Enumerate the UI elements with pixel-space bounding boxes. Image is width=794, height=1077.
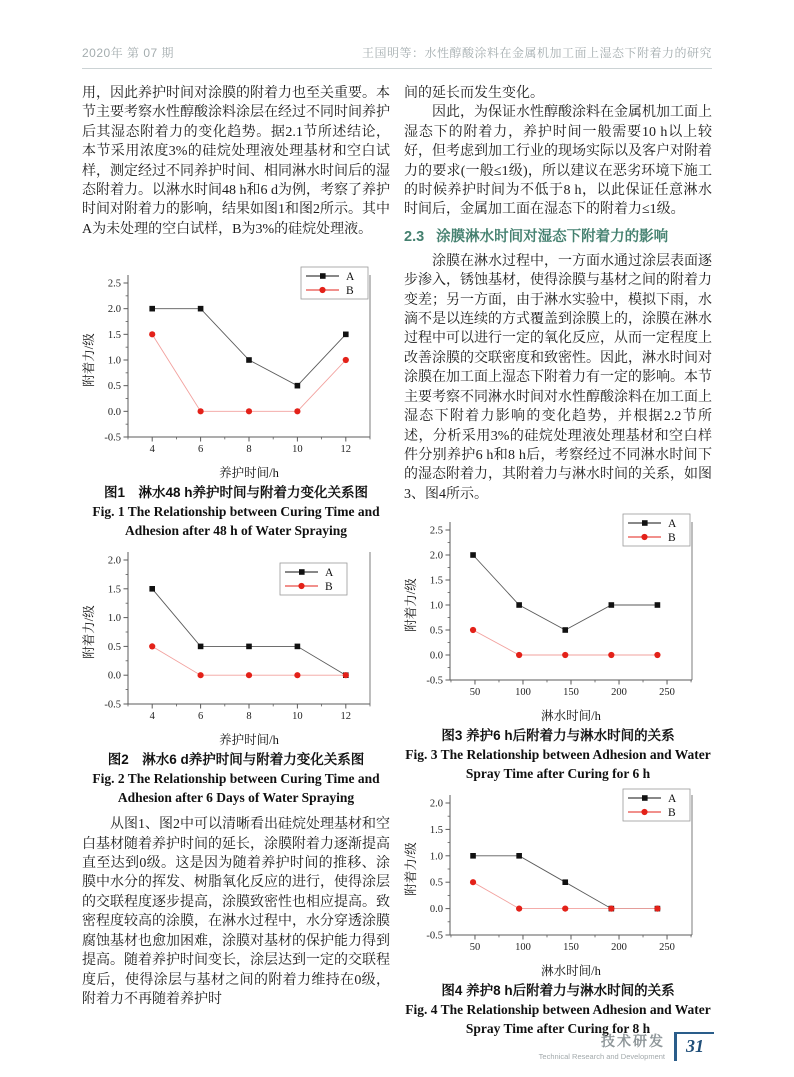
- svg-text:12: 12: [340, 711, 352, 723]
- header-issue: 2020年 第 07 期: [82, 46, 175, 60]
- svg-text:1.0: 1.0: [107, 355, 121, 367]
- svg-text:1.0: 1.0: [429, 851, 443, 863]
- svg-text:0.0: 0.0: [429, 904, 443, 916]
- figure1-caption-en-line1: Fig. 1 The Relationship between Curing Time and: [92, 504, 380, 520]
- svg-text:8: 8: [246, 711, 252, 723]
- svg-text:2.5: 2.5: [429, 525, 443, 537]
- svg-text:A: A: [668, 793, 677, 806]
- svg-text:0.5: 0.5: [429, 625, 443, 637]
- figure3-caption-zh: 图3 养护6 h后附着力与淋水时间的关系: [441, 728, 675, 744]
- svg-text:附着力/级: 附着力/级: [82, 333, 96, 387]
- right-column: [404, 84, 712, 1038]
- figure4-caption-en-line1: Fig. 4 The Relationship between Adhesion and Water: [405, 1002, 711, 1018]
- figure2-caption-zh: 图2 淋水6 d养护时间与附着力变化关系图: [107, 752, 365, 768]
- svg-text:12: 12: [340, 444, 352, 456]
- svg-text:0.0: 0.0: [107, 407, 121, 419]
- svg-text:淋水时间/h: 淋水时间/h: [541, 709, 601, 724]
- figure-4: [404, 787, 712, 1038]
- svg-text:2.0: 2.0: [429, 550, 443, 562]
- svg-text:200: 200: [611, 687, 627, 699]
- svg-text:1.5: 1.5: [429, 575, 443, 587]
- svg-text:1.0: 1.0: [107, 613, 121, 625]
- footer-section-en: Technical Research and Development: [538, 1052, 665, 1061]
- svg-text:150: 150: [563, 942, 579, 954]
- svg-text:2.0: 2.0: [107, 304, 121, 316]
- svg-text:1.5: 1.5: [429, 825, 443, 837]
- svg-text:1.5: 1.5: [107, 330, 121, 342]
- svg-text:4: 4: [149, 711, 155, 723]
- svg-text:6: 6: [197, 444, 204, 456]
- figure3-caption-en-line2: Spray Time after Curing for 6 h: [465, 765, 651, 781]
- svg-text:150: 150: [563, 687, 579, 699]
- svg-text:2.0: 2.0: [107, 555, 121, 567]
- footer-section-zh: 技术研发: [601, 1033, 665, 1049]
- svg-text:-0.5: -0.5: [426, 675, 443, 687]
- figure3-caption-en-line1: Fig. 3 The Relationship between Adhesion and Water: [405, 747, 711, 763]
- svg-text:6: 6: [197, 711, 204, 723]
- two-column-body: [82, 84, 712, 1038]
- svg-text:0.5: 0.5: [107, 381, 121, 393]
- svg-text:淋水时间/h: 淋水时间/h: [541, 964, 601, 979]
- svg-text:50: 50: [469, 942, 481, 954]
- svg-text:10: 10: [292, 711, 303, 723]
- svg-text:100: 100: [515, 942, 531, 954]
- right-paragraph-2: 因此，为保证水性醇酸涂料在金属机加工面上湿态下的附着力，养护时间一般需要10 h以上较好，但考虑到加工行业的现场实际以及客户对附着力的要求(一般≤1级)，所以建议在恶劣环境下施工的时候养护时间为不低于8 h，以此保证任意淋水时间后，金属加工面在湿态下的附着力≤1级。: [404, 105, 712, 218]
- svg-text:养护时间/h: 养护时间/h: [219, 466, 279, 481]
- svg-text:0.0: 0.0: [107, 670, 121, 682]
- svg-text:0.5: 0.5: [107, 642, 121, 654]
- svg-text:0.0: 0.0: [429, 650, 443, 662]
- figure1-caption-zh: 图1 淋水48 h养护时间与附着力变化关系图: [103, 485, 369, 501]
- svg-text:100: 100: [515, 687, 531, 699]
- svg-text:-0.5: -0.5: [104, 699, 121, 711]
- figure-2: [82, 546, 390, 807]
- right-paragraph-3: 涂膜在淋水过程中，一方面水通过涂层表面逐步渗入，锈蚀基材，使得涂膜与基材之间的附着力变差；另一方面，由于淋水实验中，模拟下雨，水滴不是以连续的方式覆盖到涂膜上的，涂膜在淋水过程中可以进行一定的氧化反应，从而一定程度上改善涂膜的交联密度和致密性。因此，淋水时间对涂膜在加工面上湿态下附着力有一定的影响。本节主要考察不同淋水时间对水性醇酸涂料在加工面上湿态下附着力影响的变化趋势，并根据2.2节所述，分析采用3%的硅烷处理液处理基材和空白样件分别养护6 h和8 h后，考察经过不同淋水时间下的湿态附着力，其附着力与淋水时间的关系，如图3、图4所示。: [404, 253, 712, 502]
- svg-text:1.5: 1.5: [107, 584, 121, 596]
- section-title: 涂膜淋水时间对湿态下附着力的影响: [436, 228, 669, 245]
- figure4-caption-zh: 图4 养护8 h后附着力与淋水时间的关系: [441, 983, 675, 999]
- svg-text:250: 250: [659, 942, 675, 954]
- svg-text:A: A: [325, 567, 334, 580]
- svg-text:B: B: [325, 581, 333, 594]
- svg-text:2.0: 2.0: [429, 798, 443, 810]
- svg-text:1.0: 1.0: [429, 600, 443, 612]
- svg-text:8: 8: [246, 444, 252, 456]
- svg-text:2.5: 2.5: [107, 278, 121, 290]
- page-number: 31: [674, 1032, 714, 1061]
- section-heading-2-3: [404, 226, 712, 248]
- svg-text:50: 50: [469, 687, 481, 699]
- section-number: 2.3: [404, 228, 425, 245]
- figure-1: [82, 265, 390, 540]
- svg-text:-0.5: -0.5: [104, 432, 121, 444]
- svg-text:0.5: 0.5: [429, 877, 443, 889]
- svg-text:B: B: [668, 807, 676, 820]
- svg-text:A: A: [346, 271, 355, 284]
- figure4-caption-en-line2: Spray Time after Curing for 8 h: [465, 1020, 651, 1036]
- svg-text:养护时间/h: 养护时间/h: [219, 733, 279, 748]
- svg-text:4: 4: [149, 444, 155, 456]
- figure3-chart: [404, 512, 712, 724]
- svg-text:附着力/级: 附着力/级: [82, 605, 96, 659]
- figure2-caption-en-line2: Adhesion after 6 Days of Water Spraying: [117, 789, 355, 805]
- header-running-title: 王国明等：水性醇酸涂料在金属机加工面上湿态下附着力的研究: [361, 46, 712, 60]
- svg-text:附着力/级: 附着力/级: [404, 578, 418, 632]
- figure4-chart: [404, 787, 712, 979]
- figure-3: [404, 512, 712, 783]
- page-header: [82, 44, 712, 69]
- page-footer: [539, 1031, 714, 1061]
- svg-text:250: 250: [659, 687, 675, 699]
- svg-text:A: A: [668, 518, 677, 531]
- svg-text:-0.5: -0.5: [426, 930, 443, 942]
- figure2-chart: [82, 546, 390, 748]
- svg-text:B: B: [668, 532, 676, 545]
- svg-text:200: 200: [611, 942, 627, 954]
- figure1-chart: [82, 265, 390, 481]
- right-paragraph-1: 间的延长而发生变化。: [404, 86, 544, 101]
- svg-text:B: B: [346, 285, 354, 298]
- left-paragraph-2: 从图1、图2中可以清晰看出硅烷处理基材和空白基材随着养护时间的延长，涂膜附着力逐渐提高直至达到0级。这是因为随着养护时间的推移、涂膜中水分的挥发、树脂氧化反应的进行，使得涂层的交联程度逐步提高，涂膜致密性也相应提高。致密程度较高的涂膜，在淋水过程中，水分穿透涂膜腐蚀基材也愈加困难，涂膜对基材的保护能力得到提高。随着养护时间变长，涂层达到一定的交联程度后，使得涂层与基材之间的附着力维持在0级，附着力不再随着养护时: [82, 817, 390, 1007]
- figure1-caption-en-line2: Adhesion after 48 h of Water Spraying: [124, 522, 348, 538]
- left-column: [82, 84, 390, 1038]
- footer-labels: [539, 1031, 665, 1061]
- svg-text:10: 10: [292, 444, 303, 456]
- left-paragraph-1: 用，因此养护时间对涂膜的附着力也至关重要。本节主要考察水性醇酸涂料涂层在经过不同时间养护后其湿态附着力的变化趋势。据2.1节所述结论，本节采用浓度3%的硅烷处理液处理基材和空白试样，测定经过不同养护时间、相同淋水时间后的湿态附着力。以淋水时间48 h和6 d为例，考察了养护时间对附着力的影响，结果如图1和图2所示。其中A为未处理的空白试样，B为3%的硅烷处理液。: [82, 86, 390, 237]
- svg-text:附着力/级: 附着力/级: [404, 842, 418, 896]
- figure2-caption-en-line1: Fig. 2 The Relationship between Curing Time and: [92, 771, 380, 787]
